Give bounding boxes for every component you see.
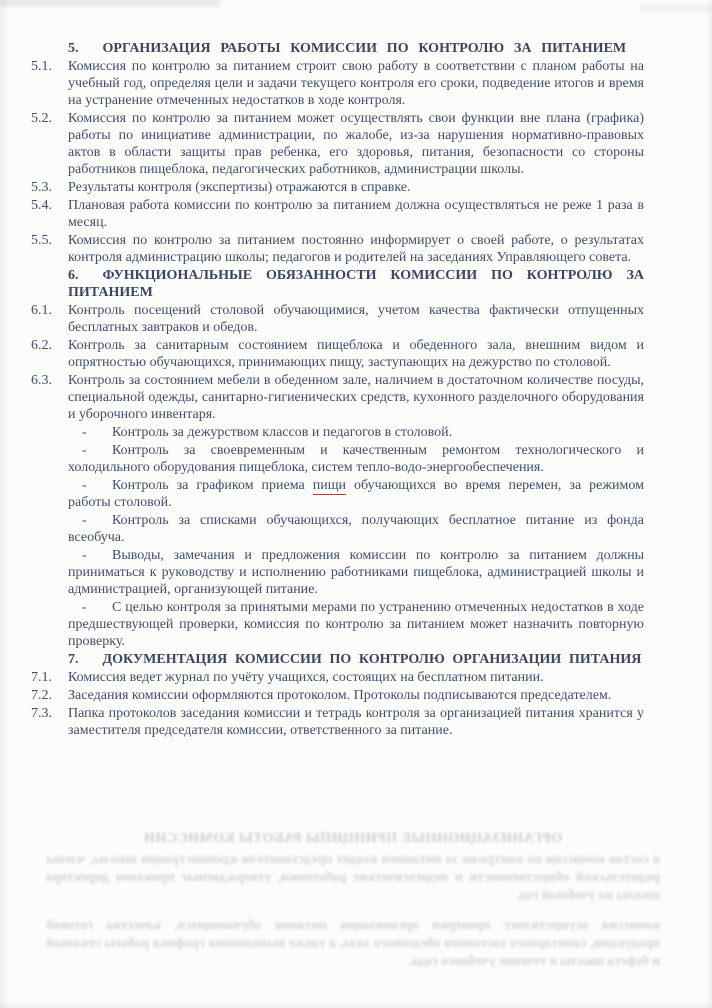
dash-marker: - — [82, 478, 87, 493]
scan-smudge-top-left — [0, 0, 220, 5]
item-text: Результаты контроля (экспертизы) отражаются в справке. — [68, 180, 411, 195]
bleed-through-paragraph: комиссия осуществляет проверки организации питания обучающихся, качества готовой продукции, санитарного состояния обеденного зала, а также выполнения графика работы столовой и буфета школы в течение учебного года. — [46, 917, 660, 968]
item-text: Комиссия по контролю за питанием постоянно информирует о своей работе, о результатах контроля администрацию школы; педагогов и родителей на заседаниях Управляющего совета. — [68, 233, 644, 265]
numbered-item — [31, 58, 644, 109]
underlined-word: пищи — [312, 478, 346, 493]
item-number: 5.2. — [31, 111, 52, 126]
item-text: Папка протоколов заседания комиссии и тетрадь контроля за организацией питания хранится у заместителя председателя комиссии, ответственного за питание. — [68, 706, 644, 738]
numbered-item — [31, 179, 644, 196]
item-text: Контроль за состоянием мебели в обеденном зале, наличием в достаточном количестве посуды, специальной одежды, санитарно-гигиенических средств, кухонного разделочного оборудования и уборочного инвентаря. — [68, 373, 644, 422]
numbered-item — [31, 372, 644, 423]
item-text: Выводы, замечания и предложения комиссии по контролю за питанием должны приниматься к руководству и исполнению работниками пищеблока, администрацией школы и администрацией, организующей питание. — [68, 548, 644, 597]
numbered-item — [31, 110, 644, 178]
item-text: Комиссия ведет журнал по учёту учащихся, состоящих на бесплатном питании. — [68, 670, 544, 685]
dash-item: - Контроль за графиком приема пищи обучающихся во время перемен, за режимом работы столовой. — [68, 478, 645, 510]
scan-edge-bottom — [0, 1002, 712, 1008]
dash-item — [68, 424, 644, 441]
heading-text: ОРГАНИЗАЦИЯ РАБОТЫ КОМИССИИ ПО КОНТРОЛЮ ЗА ПИТАНИЕМ — [102, 41, 627, 56]
item-text: Контроль за списками обучающихся, получающих бесплатное питание из фонда всеобуча. — [68, 513, 644, 545]
dash-marker: - — [82, 548, 87, 563]
heading-number: 7. — [68, 652, 79, 667]
dash-item — [68, 442, 644, 476]
scan-edge-right — [706, 0, 712, 1008]
numbered-item — [31, 197, 644, 231]
dash-item — [68, 599, 644, 650]
bleed-through-heading: ОРГАНИЗАЦИОННЫЕ ПРИНЦИПЫ РАБОТЫ КОМИССИИ — [143, 831, 563, 846]
item-text: Комиссия по контролю за питанием строит свою работу в соответствии с планом работы на учебный год, определяя цели и задачи текущего контроля его сроки, подведение итогов и время на устранение отмеченных недостатков в ходе контроля. — [68, 59, 644, 108]
bleed-through-paragraph: в состав комиссии по контролю за питанием входят представители администрации школы, члены родительской общественности и педагогические работники, утверждаемые приказом директора школы на учебный год. — [46, 851, 660, 902]
item-text: Контроль за дежурством классов и педагогов в столовой. — [112, 425, 453, 440]
item-text: Контроль за санитарным состоянием пищеблока и обеденного зала, внешним видом и опрятностью обучающихся, принимающих пищу, заступающих на дежурство по столовой. — [68, 338, 644, 370]
dash-item — [68, 547, 644, 598]
item-number: 5.4. — [31, 198, 52, 213]
item-number: 6.1. — [31, 303, 52, 318]
section-heading — [68, 40, 644, 57]
numbered-item — [31, 337, 644, 371]
item-number: 5.5. — [31, 233, 52, 248]
dash-item — [68, 512, 644, 546]
item-text: Контроль посещений столовой обучающимися, учетом качества фактически отпущенных бесплатных завтраков и обедов. — [68, 303, 644, 335]
numbered-item — [31, 302, 644, 336]
dash-marker: - — [82, 443, 87, 458]
numbered-item — [31, 687, 644, 704]
bleed-through-artifact — [46, 830, 660, 970]
section-heading — [68, 267, 644, 301]
numbered-item — [31, 669, 644, 686]
numbered-item — [31, 705, 644, 739]
section-heading — [68, 651, 644, 668]
item-number: 7.1. — [31, 670, 52, 685]
dash-marker: - — [82, 513, 87, 528]
item-text: Заседания комиссии оформляются протоколом. Протоколы подписываются председателем. — [68, 688, 612, 703]
dash-marker: - — [82, 425, 87, 440]
heading-text: ДОКУМЕНТАЦИЯ КОМИССИИ ПО КОНТРОЛЮ ОРГАНИЗАЦИИ ПИТАНИЯ — [102, 652, 642, 667]
scan-smudge-top-right — [640, 6, 712, 10]
item-number: 5.1. — [31, 59, 52, 74]
item-text: С целью контроля за принятыми мерами по устранению отмеченных недостатков в ходе предшествующей проверки, комиссия по контролю за питанием может назначить повторную проверку. — [68, 600, 644, 649]
item-number: 6.3. — [31, 373, 52, 388]
scan-edge-left — [0, 0, 9, 1008]
heading-text: ФУНКЦИОНАЛЬНЫЕ ОБЯЗАННОСТИ КОМИССИИ ПО КОНТРОЛЮ ЗА ПИТАНИЕМ — [68, 268, 644, 300]
item-text: Плановая работа комиссии по контролю за питанием должна осуществляться не реже 1 раза в месяц. — [68, 198, 644, 230]
item-number: 7.2. — [31, 688, 52, 703]
item-number: 6.2. — [31, 338, 52, 353]
heading-number: 5. — [68, 41, 79, 56]
heading-number: 6. — [68, 268, 79, 283]
document-content — [31, 40, 645, 740]
item-number: 5.3. — [31, 180, 52, 195]
dash-marker: - — [82, 600, 87, 615]
item-number: 7.3. — [31, 706, 52, 721]
item-text: Комиссия по контролю за питанием может осуществлять свои функции вне плана (графика) работы по инициативе администрации, по жалобе, из-за нарушения нормативно-правовых актов в области защиты прав ребенка, его здоровья, питания, безопасности со стороны работников пищеблока, педагогических работников, администрации школы. — [68, 111, 644, 177]
numbered-item — [31, 232, 644, 266]
item-text: Контроль за своевременным и качественным ремонтом технологического и холодильного оборудования пищеблока, систем тепло-водо-энергообеспечения. — [68, 443, 644, 475]
